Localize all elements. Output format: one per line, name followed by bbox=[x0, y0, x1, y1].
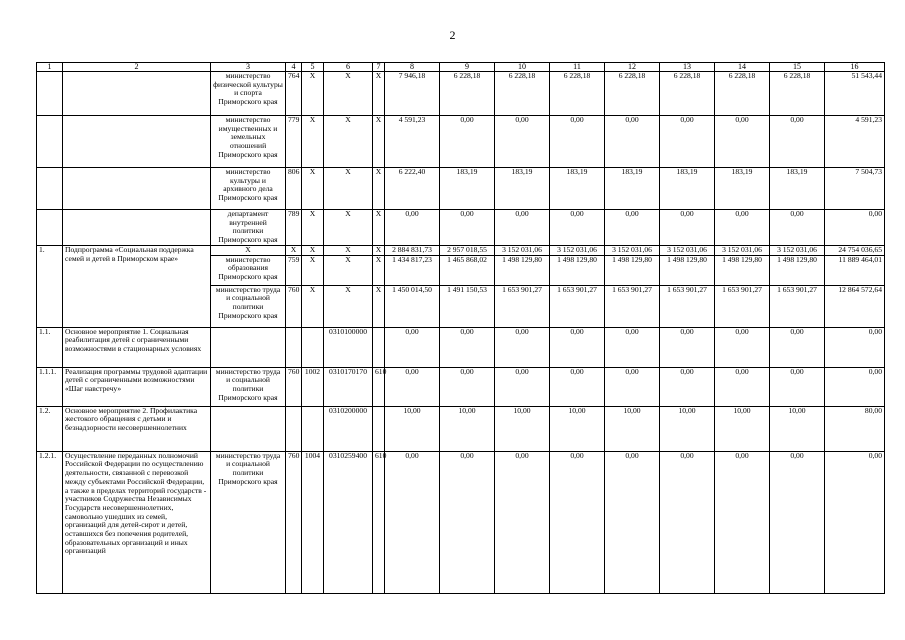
cell-value: 0,00 bbox=[550, 116, 605, 168]
cell-grbs: 760 bbox=[286, 451, 302, 593]
cell-value: 1 434 817,23 bbox=[385, 255, 440, 285]
cell-value: 0,00 bbox=[605, 116, 660, 168]
cell-csr: 0310259400 bbox=[324, 451, 373, 593]
cell-rzpr bbox=[302, 327, 324, 367]
cell-vr: X bbox=[373, 285, 385, 327]
cell-value: 0,00 bbox=[440, 327, 495, 367]
cell-total: 7 504,73 bbox=[825, 168, 885, 210]
cell-vr: 610 bbox=[373, 451, 385, 593]
cell-rzpr: X bbox=[302, 285, 324, 327]
cell-value: 183,19 bbox=[770, 168, 825, 210]
cell-csr: X bbox=[324, 168, 373, 210]
cell-num bbox=[37, 168, 63, 210]
cell-value: 0,00 bbox=[440, 116, 495, 168]
cell-value: 10,00 bbox=[770, 406, 825, 451]
cell-executor: X bbox=[211, 246, 286, 256]
cell-value: 0,00 bbox=[495, 210, 550, 246]
cell-num bbox=[37, 72, 63, 116]
cell-executor: министерство образования Приморского края bbox=[211, 255, 286, 285]
cell-value: 1 465 868,02 bbox=[440, 255, 495, 285]
header-cell: 6 bbox=[324, 63, 373, 72]
cell-value: 1 653 901,27 bbox=[770, 285, 825, 327]
cell-value: 1 498 129,80 bbox=[605, 255, 660, 285]
cell-value: 0,00 bbox=[715, 210, 770, 246]
cell-value: 6 222,40 bbox=[385, 168, 440, 210]
cell-total: 51 543,44 bbox=[825, 72, 885, 116]
cell-value: 1 491 150,53 bbox=[440, 285, 495, 327]
cell-value: 0,00 bbox=[715, 451, 770, 593]
cell-value: 0,00 bbox=[550, 210, 605, 246]
cell-executor: министерство культуры и архивного дела Приморского края bbox=[211, 168, 286, 210]
cell-value: 0,00 bbox=[660, 451, 715, 593]
cell-value: 0,00 bbox=[550, 367, 605, 406]
cell-value: 0,00 bbox=[550, 451, 605, 593]
cell-value: 0,00 bbox=[550, 327, 605, 367]
table-row bbox=[37, 72, 885, 116]
cell-name: Основное мероприятие 2. Профилактика жестокого обращения с детьми и безнадзорности несовершеннолетних bbox=[63, 406, 211, 451]
cell-vr: X bbox=[373, 116, 385, 168]
cell-value: 10,00 bbox=[440, 406, 495, 451]
table-row bbox=[37, 246, 885, 256]
cell-grbs: 779 bbox=[286, 116, 302, 168]
cell-grbs: 764 bbox=[286, 72, 302, 116]
header-cell: 4 bbox=[286, 63, 302, 72]
cell-value: 183,19 bbox=[605, 168, 660, 210]
cell-executor: министерство труда и социальной политики Приморского края bbox=[211, 367, 286, 406]
header-cell: 16 bbox=[825, 63, 885, 72]
cell-name bbox=[63, 72, 211, 116]
cell-value: 0,00 bbox=[770, 451, 825, 593]
cell-value: 6 228,18 bbox=[550, 72, 605, 116]
cell-value: 2 957 018,55 bbox=[440, 246, 495, 256]
cell-num: 1.2.1. bbox=[37, 451, 63, 593]
cell-name bbox=[63, 168, 211, 210]
cell-grbs: 759 bbox=[286, 255, 302, 285]
cell-csr: X bbox=[324, 246, 373, 256]
cell-rzpr: X bbox=[302, 168, 324, 210]
cell-num: 1. bbox=[37, 246, 63, 328]
cell-value: 1 498 129,80 bbox=[715, 255, 770, 285]
header-cell: 12 bbox=[605, 63, 660, 72]
cell-value: 0,00 bbox=[605, 451, 660, 593]
cell-executor: министерство труда и социальной политики Приморского края bbox=[211, 451, 286, 593]
header-cell: 8 bbox=[385, 63, 440, 72]
cell-executor: министерство физической культуры и спорта Приморского края bbox=[211, 72, 286, 116]
cell-total: 4 591,23 bbox=[825, 116, 885, 168]
cell-value: 183,19 bbox=[440, 168, 495, 210]
cell-value: 3 152 031,06 bbox=[715, 246, 770, 256]
cell-executor: министерство имущественных и земельных отношений Приморского края bbox=[211, 116, 286, 168]
cell-value: 0,00 bbox=[660, 210, 715, 246]
cell-rzpr: X bbox=[302, 255, 324, 285]
cell-value: 1 450 014,50 bbox=[385, 285, 440, 327]
cell-name: Осуществление переданных полномочий Российской Федерации по осуществлению деятельности, связанной с перевозкой между субъектами Российской Федерации, а также в пределах территорий государств - участников Содружества Независимых Государств несовершеннолетних, самовольно ушедших из семей, организаций для детей-сирот и детей, оставшихся без попечения родителей, образовательных организаций и иных организаций bbox=[63, 451, 211, 593]
cell-total: 0,00 bbox=[825, 210, 885, 246]
cell-total: 24 754 036,65 bbox=[825, 246, 885, 256]
cell-value: 0,00 bbox=[770, 327, 825, 367]
cell-grbs: 806 bbox=[286, 168, 302, 210]
cell-value: 10,00 bbox=[550, 406, 605, 451]
cell-grbs: 760 bbox=[286, 285, 302, 327]
cell-grbs bbox=[286, 406, 302, 451]
cell-executor: министерство труда и социальной политики Приморского края bbox=[211, 285, 286, 327]
cell-value: 0,00 bbox=[660, 327, 715, 367]
cell-grbs: X bbox=[286, 246, 302, 256]
cell-value: 0,00 bbox=[715, 327, 770, 367]
cell-name bbox=[63, 116, 211, 168]
cell-value: 10,00 bbox=[715, 406, 770, 451]
cell-value: 10,00 bbox=[660, 406, 715, 451]
cell-csr: X bbox=[324, 72, 373, 116]
cell-name: Подпрограмма «Социальная поддержка семей и детей в Приморском крае» bbox=[63, 246, 211, 328]
cell-value: 10,00 bbox=[495, 406, 550, 451]
cell-rzpr: X bbox=[302, 116, 324, 168]
cell-num: 1.2. bbox=[37, 406, 63, 451]
cell-value: 10,00 bbox=[605, 406, 660, 451]
cell-grbs bbox=[286, 327, 302, 367]
cell-csr: 0310100000 bbox=[324, 327, 373, 367]
header-cell: 9 bbox=[440, 63, 495, 72]
cell-num: 1.1. bbox=[37, 327, 63, 367]
cell-value: 1 498 129,80 bbox=[770, 255, 825, 285]
cell-value: 0,00 bbox=[605, 210, 660, 246]
cell-total: 80,00 bbox=[825, 406, 885, 451]
table-row bbox=[37, 327, 885, 367]
header-cell: 14 bbox=[715, 63, 770, 72]
header-cell: 10 bbox=[495, 63, 550, 72]
cell-rzpr: 1004 bbox=[302, 451, 324, 593]
cell-vr: X bbox=[373, 210, 385, 246]
table-row bbox=[37, 210, 885, 246]
cell-value: 0,00 bbox=[495, 116, 550, 168]
cell-value: 3 152 031,06 bbox=[495, 246, 550, 256]
header-cell: 11 bbox=[550, 63, 605, 72]
cell-value: 0,00 bbox=[495, 451, 550, 593]
cell-csr: 0310200000 bbox=[324, 406, 373, 451]
cell-value: 3 152 031,06 bbox=[660, 246, 715, 256]
cell-value: 0,00 bbox=[440, 210, 495, 246]
cell-value: 6 228,18 bbox=[770, 72, 825, 116]
cell-value: 0,00 bbox=[605, 367, 660, 406]
cell-value: 0,00 bbox=[715, 116, 770, 168]
cell-name bbox=[63, 210, 211, 246]
page-number: 2 bbox=[449, 28, 456, 42]
cell-value: 0,00 bbox=[440, 367, 495, 406]
table-row bbox=[37, 168, 885, 210]
cell-value: 0,00 bbox=[770, 116, 825, 168]
table-row bbox=[37, 116, 885, 168]
header-cell: 7 bbox=[373, 63, 385, 72]
cell-value: 6 228,18 bbox=[440, 72, 495, 116]
cell-value: 0,00 bbox=[385, 327, 440, 367]
cell-value: 1 653 901,27 bbox=[715, 285, 770, 327]
cell-value: 10,00 bbox=[385, 406, 440, 451]
cell-value: 0,00 bbox=[605, 327, 660, 367]
cell-value: 0,00 bbox=[770, 367, 825, 406]
cell-vr: X bbox=[373, 168, 385, 210]
cell-value: 183,19 bbox=[660, 168, 715, 210]
cell-grbs: 789 bbox=[286, 210, 302, 246]
cell-value: 6 228,18 bbox=[495, 72, 550, 116]
cell-value: 1 653 901,27 bbox=[660, 285, 715, 327]
cell-total: 0,00 bbox=[825, 367, 885, 406]
cell-value: 0,00 bbox=[440, 451, 495, 593]
cell-value: 0,00 bbox=[770, 210, 825, 246]
cell-vr bbox=[373, 327, 385, 367]
table-row bbox=[37, 367, 885, 406]
header-cell: 15 bbox=[770, 63, 825, 72]
cell-rzpr bbox=[302, 406, 324, 451]
cell-total: 11 889 464,01 bbox=[825, 255, 885, 285]
table-row bbox=[37, 406, 885, 451]
cell-value: 1 498 129,80 bbox=[660, 255, 715, 285]
cell-value: 2 884 831,73 bbox=[385, 246, 440, 256]
cell-value: 0,00 bbox=[495, 327, 550, 367]
cell-num bbox=[37, 116, 63, 168]
cell-csr: X bbox=[324, 285, 373, 327]
cell-vr bbox=[373, 406, 385, 451]
cell-value: 4 591,23 bbox=[385, 116, 440, 168]
table-row bbox=[37, 451, 885, 593]
cell-value: 6 228,18 bbox=[715, 72, 770, 116]
header-cell: 13 bbox=[660, 63, 715, 72]
cell-value: 183,19 bbox=[495, 168, 550, 210]
cell-value: 0,00 bbox=[660, 116, 715, 168]
cell-csr: 0310170170 bbox=[324, 367, 373, 406]
cell-value: 7 946,18 bbox=[385, 72, 440, 116]
cell-value: 0,00 bbox=[385, 451, 440, 593]
cell-value: 1 498 129,80 bbox=[550, 255, 605, 285]
header-cell: 1 bbox=[37, 63, 63, 72]
cell-value: 1 653 901,27 bbox=[605, 285, 660, 327]
cell-name: Основное мероприятие 1. Социальная реабилитация детей с ограниченными возможностями в стационарных условиях bbox=[63, 327, 211, 367]
cell-executor bbox=[211, 327, 286, 367]
cell-num bbox=[37, 210, 63, 246]
cell-rzpr: X bbox=[302, 246, 324, 256]
cell-value: 6 228,18 bbox=[660, 72, 715, 116]
cell-executor bbox=[211, 406, 286, 451]
cell-name: Реализация программы трудовой адаптации детей с ограниченными возможностями «Шаг навстречу» bbox=[63, 367, 211, 406]
cell-vr: X bbox=[373, 255, 385, 285]
cell-vr: 610 bbox=[373, 367, 385, 406]
cell-value: 3 152 031,06 bbox=[605, 246, 660, 256]
cell-vr: X bbox=[373, 72, 385, 116]
cell-value: 0,00 bbox=[495, 367, 550, 406]
cell-total: 0,00 bbox=[825, 327, 885, 367]
cell-value: 183,19 bbox=[550, 168, 605, 210]
cell-csr: X bbox=[324, 210, 373, 246]
cell-value: 3 152 031,06 bbox=[550, 246, 605, 256]
cell-csr: X bbox=[324, 116, 373, 168]
cell-value: 0,00 bbox=[385, 367, 440, 406]
cell-csr: X bbox=[324, 255, 373, 285]
cell-total: 12 864 572,64 bbox=[825, 285, 885, 327]
cell-grbs: 760 bbox=[286, 367, 302, 406]
cell-rzpr: X bbox=[302, 210, 324, 246]
cell-rzpr: 1002 bbox=[302, 367, 324, 406]
header-cell: 5 bbox=[302, 63, 324, 72]
cell-num: 1.1.1. bbox=[37, 367, 63, 406]
header-cell: 2 bbox=[63, 63, 211, 72]
cell-value: 0,00 bbox=[715, 367, 770, 406]
cell-value: 1 653 901,27 bbox=[495, 285, 550, 327]
header-cell: 3 bbox=[211, 63, 286, 72]
cell-rzpr: X bbox=[302, 72, 324, 116]
cell-executor: департамент внутренней политики Приморского края bbox=[211, 210, 286, 246]
cell-vr: X bbox=[373, 246, 385, 256]
cell-value: 1 498 129,80 bbox=[495, 255, 550, 285]
cell-value: 3 152 031,06 bbox=[770, 246, 825, 256]
budget-table bbox=[36, 62, 885, 594]
cell-value: 183,19 bbox=[715, 168, 770, 210]
cell-value: 6 228,18 bbox=[605, 72, 660, 116]
cell-value: 0,00 bbox=[385, 210, 440, 246]
cell-value: 1 653 901,27 bbox=[550, 285, 605, 327]
cell-value: 0,00 bbox=[660, 367, 715, 406]
cell-total: 0,00 bbox=[825, 451, 885, 593]
